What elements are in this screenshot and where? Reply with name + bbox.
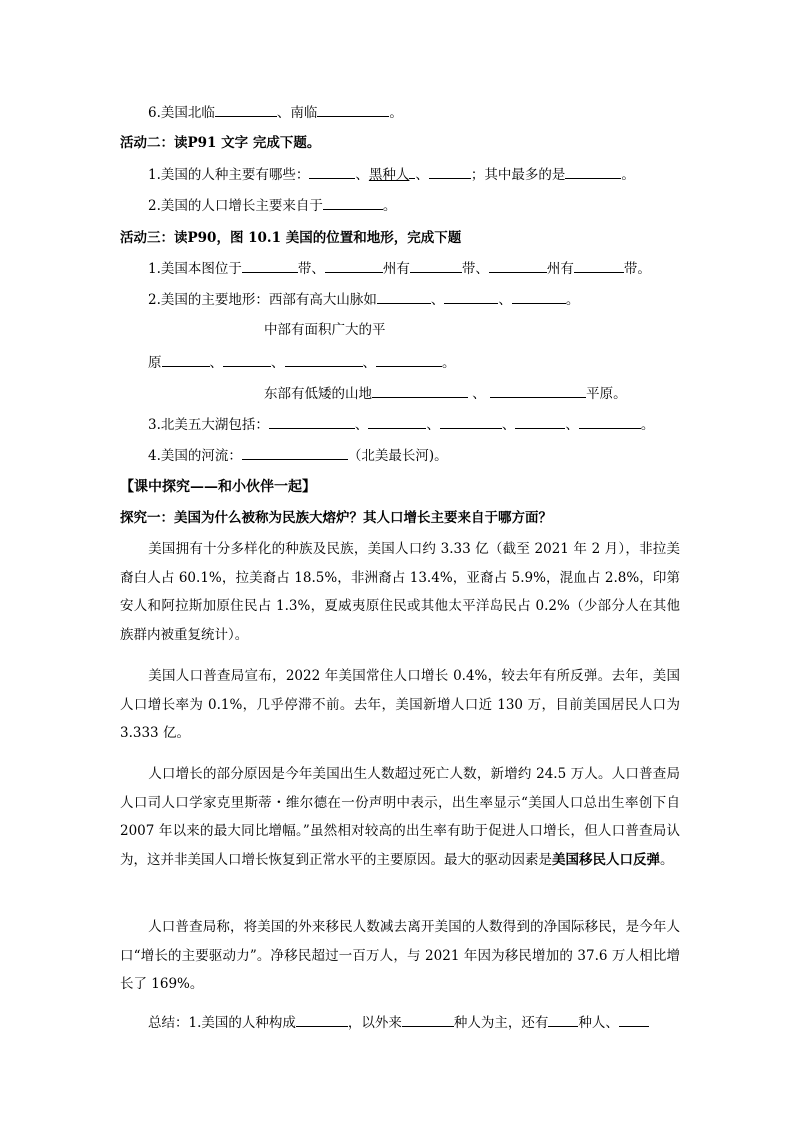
activity3-q2-east (264, 383, 627, 404)
answer-blank[interactable] (489, 258, 547, 273)
answer-blank[interactable] (269, 414, 355, 429)
sep: 、 (501, 417, 516, 433)
q6-text: 6.美国北临 (148, 105, 215, 121)
answer-blank[interactable] (444, 289, 498, 304)
activity2-q1 (148, 164, 635, 185)
a2q1-post: ；其中最多的是 (470, 167, 566, 183)
filled-answer: 黑种人 (368, 167, 410, 183)
text: 美国人口普查局宣布，2022 年美国常住人口增长 0.4%，较去年有所反弹。去年，美国人口增长率为 0.1%，几乎停滞不前。去年，美国新增人口近 130 万，目前美国居民人口为 3.333 亿。 (120, 668, 680, 741)
answer-blank[interactable] (574, 258, 624, 273)
text: 原 (148, 355, 162, 371)
a3q1-text: 1.美国本图位于 (148, 261, 242, 277)
text: 种人为主，还有 (453, 1015, 549, 1031)
text: ，以外来 (347, 1015, 402, 1031)
answer-blank[interactable] (376, 352, 442, 367)
end: 。 (382, 198, 397, 214)
text: 带。 (623, 261, 651, 277)
sep: 、 (426, 417, 440, 433)
answer-blank[interactable] (368, 414, 426, 429)
question-6 (148, 102, 403, 123)
answer-blank[interactable] (223, 352, 271, 367)
text: 4.美国的河流： (148, 448, 242, 464)
paragraph-4 (120, 913, 680, 999)
answer-blank[interactable] (242, 445, 348, 460)
answer-blank[interactable] (317, 102, 389, 117)
answer-blank[interactable] (565, 164, 621, 179)
sep: 、 (354, 417, 369, 433)
answer-blank[interactable] (490, 383, 586, 398)
answer-blank[interactable] (296, 1012, 348, 1027)
text: （北美最长河)。 (347, 448, 448, 464)
text: 州有 (546, 261, 574, 277)
paragraph-3 (120, 760, 680, 874)
answer-blank[interactable] (402, 1012, 454, 1027)
answer-blank[interactable] (579, 414, 641, 429)
a2q2-text: 2.美国的人口增长主要来自于 (148, 198, 323, 214)
sep: 、 (565, 417, 579, 433)
sep: 、 (415, 167, 429, 183)
activity2-q2 (148, 195, 396, 216)
answer-blank[interactable] (515, 414, 565, 429)
a2q1-text: 1.美国的人种主要有哪些： (148, 167, 310, 183)
text: 东部有低矮的山地 (264, 386, 372, 402)
answer-blank[interactable] (377, 289, 431, 304)
sep: 、 (430, 292, 445, 308)
answer-blank[interactable] (440, 414, 502, 429)
answer-blank[interactable] (372, 383, 468, 398)
sep: 、 (209, 355, 223, 371)
sep: 、 (355, 167, 369, 183)
activity3-q2-mid (148, 352, 456, 373)
text: 州有 (382, 261, 410, 277)
activity3-heading: 活动三：读P90，图 10.1 美国的位置和地形，完成下题 (120, 230, 462, 246)
answer-blank[interactable] (309, 164, 355, 179)
end: 。 (640, 417, 655, 433)
text: 带、 (461, 261, 489, 277)
emphasis: 美国移民人口反弹 (552, 851, 660, 868)
end: 。 (565, 292, 580, 308)
sep: 、 (472, 386, 486, 402)
activity2-heading: 活动二：读P91 文字 完成下题。 (120, 135, 321, 151)
sep: 、 (271, 355, 285, 371)
summary-line (148, 1012, 649, 1033)
answer-blank[interactable] (548, 1012, 578, 1027)
paragraph-2 (120, 662, 680, 748)
paragraph-1 (120, 535, 680, 649)
answer-blank[interactable] (323, 195, 383, 210)
text: 美国拥有十分多样化的种族及民族，美国人口约 3.33 亿（截至 2021 年 2 月），非拉美裔白人占 60.1%，拉美裔占 18.5%，非洲裔占 13.4%，亚裔占 5.9%，混血占 2.8%，印第安人和阿拉斯加原住民占 1.3%，夏威夷原住民或其他太平洋岛民占 0.2%（少部分人在其他族群内被重复统计）。 (120, 541, 680, 643)
a3q2-text: 2.美国的主要地形：西部有高大山脉如 (148, 292, 377, 308)
answer-blank[interactable] (285, 352, 363, 367)
answer-blank[interactable] (619, 1012, 649, 1027)
answer-blank[interactable] (512, 289, 566, 304)
section-title: 【课中探究——和小伙伴一起】 (120, 479, 316, 495)
answer-blank[interactable] (162, 352, 210, 367)
sep: 、 (362, 355, 376, 371)
text: 平原。 (586, 386, 627, 402)
end: 。 (621, 167, 635, 183)
activity3-q2 (148, 289, 579, 310)
sep: 、 (498, 292, 512, 308)
text: 人口普查局称，将美国的外来移民人数减去离开美国的人数得到的净国际移民，是今年人口“增长的主要驱动力”。净移民超过一百万人，与 2021 年因为移民增加的 37.6 万人相比增长了 169%。 (120, 919, 680, 992)
answer-blank[interactable] (215, 102, 277, 117)
text: 总结：1.美国的人种构成 (148, 1015, 296, 1031)
activity3-q1 (148, 258, 651, 279)
answer-blank[interactable] (242, 258, 298, 273)
explore1-heading: 探究一：美国为什么被称为民族大熔炉？其人口增长主要来自于哪方面？ (120, 510, 552, 526)
text: 。 (660, 851, 674, 868)
q6-end: 。 (389, 105, 403, 121)
answer-blank[interactable] (325, 258, 383, 273)
activity3-q4 (148, 445, 448, 466)
activity3-q3 (148, 414, 654, 435)
text: 人口增长的部分原因是今年美国出生人数超过死亡人数，新增约 24.5 万人。人口普查局人口司人口学家克里斯蒂・维尔德在一份声明中表示，出生率显示“美国人口总出生率创下自 2007 年以来的最大同比增幅。”虽然相对较高的出生率有助于促进人口增长，但人口普查局认为，这并非美国人口增长恢复到正常水平的主要原因。最大的驱动因素是 (120, 766, 680, 868)
answer-blank[interactable] (429, 164, 471, 179)
activity3-q2-mid-label: 中部有面积广大的平 (264, 322, 386, 338)
q6-mid: 、南临 (276, 105, 318, 121)
answer-blank[interactable] (410, 258, 462, 273)
text: 3.北美五大湖包括： (148, 417, 269, 433)
text: 种人、 (578, 1015, 619, 1031)
text: 带、 (297, 261, 325, 277)
end: 。 (442, 355, 456, 371)
